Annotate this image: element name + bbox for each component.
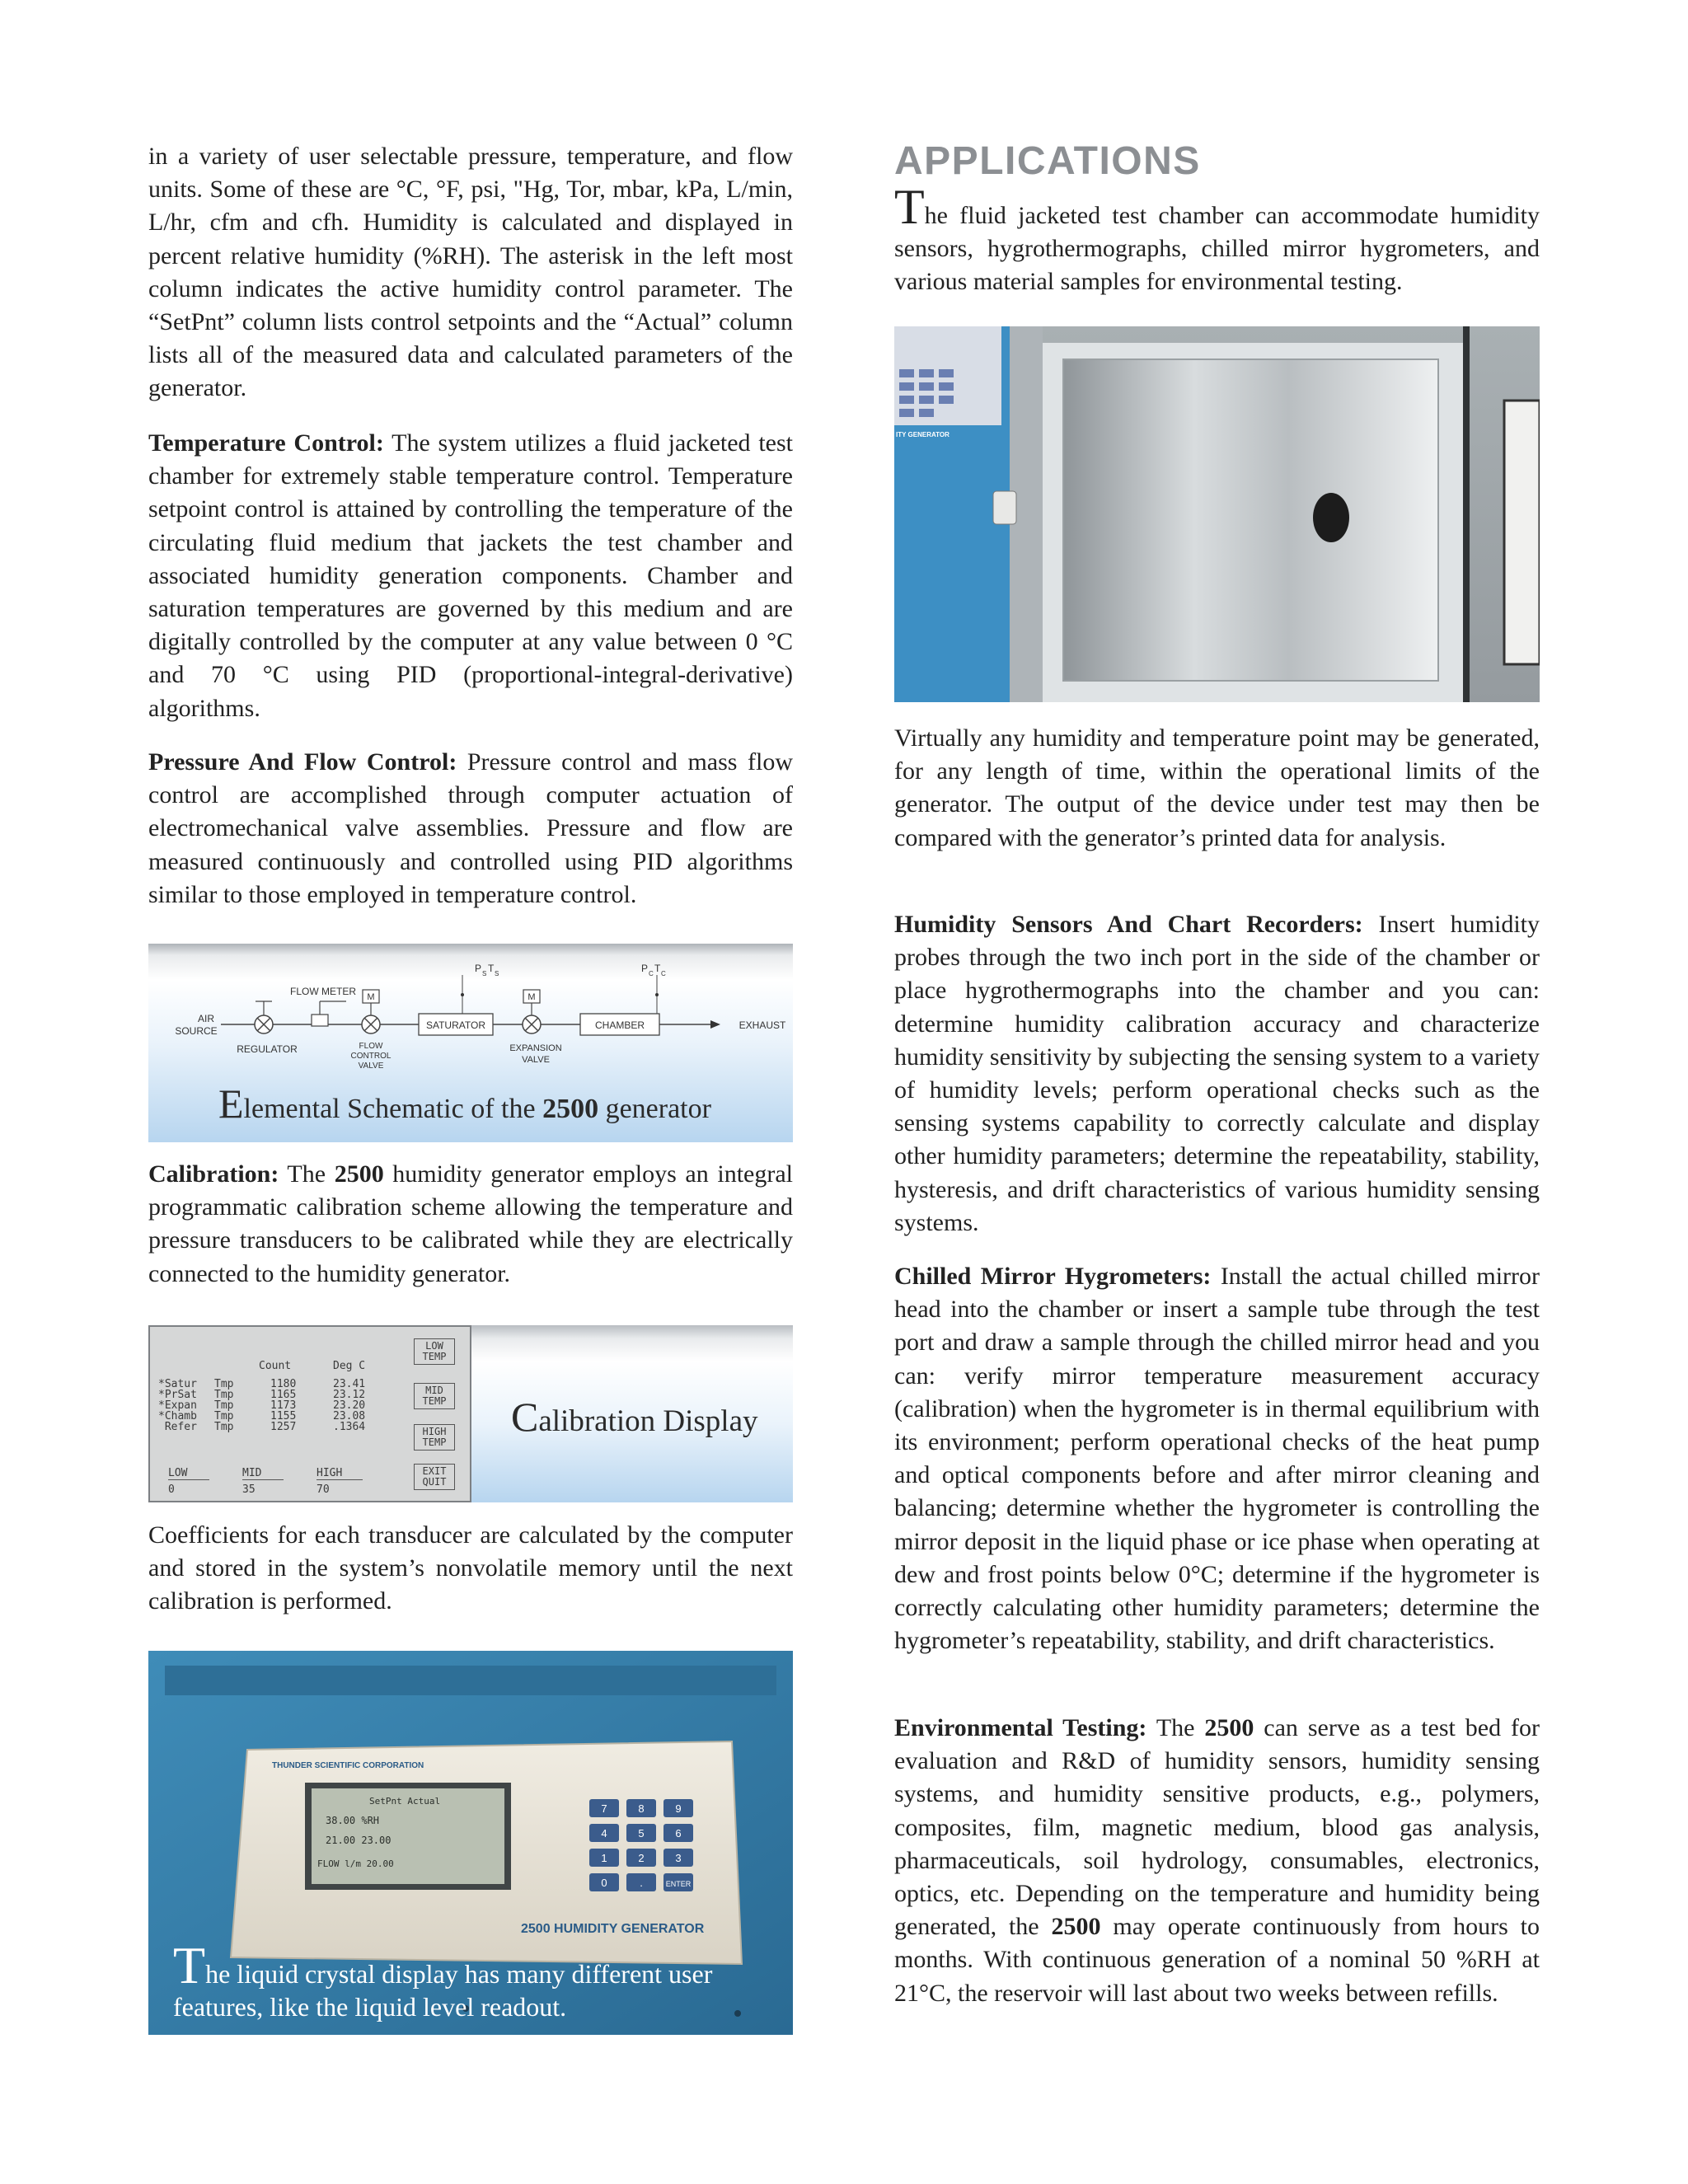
key-0: 0 — [601, 1877, 607, 1889]
key-dot: . — [640, 1877, 643, 1889]
control-panel-photo — [148, 1651, 793, 2035]
motor-label-2: M — [528, 992, 536, 1002]
ps-label: P — [475, 963, 482, 974]
control-label: CONTROL — [350, 1052, 392, 1061]
pressure-flow-paragraph — [148, 746, 793, 912]
cal-row-type-1: Tmp — [214, 1389, 234, 1401]
cal-row-deg-4: .1364 — [333, 1421, 366, 1433]
chamber-label: CHAMBER — [594, 1019, 645, 1031]
expansion-label: EXPANSION — [509, 1043, 562, 1053]
count-header: Count — [259, 1360, 292, 1372]
cal-row-deg-2: 23.20 — [333, 1399, 366, 1412]
pc-label: P — [641, 963, 649, 974]
panel-caption-rest: he liquid crystal display has many different user features, like the liquid level readout. — [173, 1959, 713, 2022]
temperature-control-heading: Temperature Control: — [148, 429, 384, 457]
cal-row-count-1: 1165 — [270, 1389, 297, 1401]
calibration-text-a: The — [279, 1160, 335, 1188]
high-temp-button[interactable]: HIGH TEMP — [414, 1424, 455, 1451]
high-label: HIGH — [316, 1467, 363, 1480]
temperature-control-text: The system utilizes a fluid jacketed test chamber for extremely stable temperature control. Temperature setpoint control is attained by controlling the temperature of the circulating fluid medium that jackets the test chamber and associated humidity generation components. Chamber and saturation temperatures are governed by this medium and are digitally controlled by the computer at any value between 0 °C and 70 °C using PID (proportional-integral-derivative) algorithms. — [148, 429, 793, 722]
key-3: 3 — [675, 1852, 682, 1864]
humidity-sensors-text: Insert humidity probes through the two inch port in the side of the chamber or place hygrothermographs into the chamber and you can: determine humidity calibration accuracy and characterize humidity sensitivity by subjecting the sensing system to a variety of humidity levels; perform operational checks such as the sensing systems capability to correctly calculate and display other humidity parameters; determine the repeatability, stability, hysteresis, and drift characteristics of various humidity sensing systems. — [894, 911, 1540, 1236]
calibration-heading: Calibration: — [148, 1160, 279, 1188]
applications-heading: APPLICATIONS — [894, 139, 1201, 183]
key-5: 5 — [638, 1827, 645, 1840]
schematic-caption-end: generator — [598, 1094, 711, 1124]
high-value: 70 — [316, 1483, 330, 1496]
panel-model-label: 2500 HUMIDITY GENERATOR — [521, 1922, 705, 1936]
deg-header: Deg C — [333, 1360, 366, 1372]
humidity-sensors-paragraph — [894, 908, 1540, 1240]
calibration-paragraph — [148, 1158, 793, 1291]
exit-quit-button[interactable]: EXIT QUIT — [414, 1464, 455, 1490]
cal-row-type-0: Tmp — [214, 1378, 234, 1390]
key-enter: ENTER — [665, 1880, 692, 1888]
calibration-display-figure — [148, 1325, 793, 1502]
chilled-mirror-heading: Chilled Mirror Hygrometers: — [894, 1263, 1212, 1290]
calibration-model: 2500 — [334, 1160, 384, 1188]
environmental-testing-text-b: can serve as a test bed for evaluation and R&D of humidity sensors, humidity sensing systems, and humidity sensitive products, e.g., polymers, composites, film, magnetic medium, blood gas analysis, pharmaceuticals, soil hydrology, consumables, electronics, optics, etc. Depending on the temperature and humidity being generated, the — [894, 1714, 1540, 1941]
panel-caption-initial: T — [173, 1936, 206, 1994]
test-chamber-photo — [894, 326, 1540, 702]
chilled-mirror-text: Install the actual chilled mirror head into the chamber or insert a sample tube through the test port and draw a sample through the chilled mirror head and you can: verify mirror temperature measurement accuracy (calibration) when the hygrometer is in thermal equilibrium with its environment; perform operational checks of the heat pump and optical components before and after mirror cleaning and balancing; determine whether the hygrometer is controlling the mirror deposit in the liquid phase or ice phase when operating at dew and frost points below 0°C; determine if the hygrometer is correctly calculating other humidity parameters; determine the hygrometer’s repeatability, stability, and drift characteristics. — [894, 1263, 1540, 1655]
panel-lcd-line-1: 38.00 %RH — [326, 1815, 380, 1826]
chamber-port-hole — [1313, 493, 1349, 542]
panel-lcd-line-0: SetPnt Actual — [369, 1796, 441, 1807]
mid-temp-button[interactable]: MID TEMP — [414, 1383, 455, 1409]
cal-row-name-4: Refer — [158, 1421, 197, 1433]
applications-intro-initial: T — [894, 180, 925, 234]
source-label: SOURCE — [175, 1025, 218, 1037]
key-2: 2 — [638, 1852, 645, 1864]
cal-row-deg-1: 23.12 — [333, 1389, 366, 1401]
calibration-title-rest: alibration Display — [538, 1404, 758, 1438]
saturator-label: SATURATOR — [425, 1019, 486, 1031]
cal-row-deg-0: 23.41 — [333, 1378, 366, 1390]
tc-label: T — [654, 963, 661, 974]
applications-intro — [894, 180, 1540, 299]
virtually-paragraph: Virtually any humidity and temperature point may be generated, for any length of time, within the operational limits of the generator. The output of the device under test may then be compared with the generator’s printed data for analysis. — [894, 724, 1540, 851]
valve-label: VALVE — [358, 1062, 384, 1071]
regulator-label: REGULATOR — [237, 1043, 298, 1055]
low-label: LOW — [168, 1467, 209, 1480]
cal-row-count-3: 1155 — [270, 1410, 297, 1422]
panel-photo-caption — [173, 1936, 783, 2023]
cal-row-deg-3: 23.08 — [333, 1410, 366, 1422]
key-4: 4 — [601, 1827, 607, 1840]
pressure-flow-heading: Pressure And Flow Control: — [148, 748, 457, 776]
mid-label: MID — [242, 1467, 284, 1480]
schematic-caption — [218, 1080, 711, 1127]
ts-label: T — [488, 963, 495, 974]
cal-row-name-1: *PrSat — [158, 1389, 197, 1401]
elemental-schematic-figure — [148, 944, 793, 1142]
key-1: 1 — [601, 1852, 607, 1864]
humidity-sensors-heading: Humidity Sensors And Chart Recorders: — [894, 911, 1363, 938]
environmental-testing-paragraph — [894, 1712, 1540, 2010]
chamber-photo-label: ITY GENERATOR — [896, 431, 950, 438]
cal-row-name-0: *Satur — [158, 1378, 197, 1390]
cal-row-name-3: *Chamb — [158, 1410, 197, 1422]
coefficients-paragraph: Coefficients for each transducer are calculated by the computer and stored in the system’s nonvolatile memory until the next calibration is performed. — [148, 1521, 793, 1615]
temperature-control-paragraph — [148, 427, 793, 725]
ts-sub: S — [495, 970, 499, 977]
door-latch-icon — [993, 491, 1016, 524]
panel-lcd-line-3: FLOW l/m 20.00 — [317, 1858, 394, 1869]
low-temp-button[interactable]: LOW TEMP — [414, 1338, 455, 1365]
air-label: AIR — [197, 1013, 215, 1024]
flow-meter-icon — [312, 1015, 328, 1026]
pc-sub: C — [649, 970, 654, 977]
cal-row-name-2: *Expan — [158, 1399, 197, 1412]
schematic-caption-rest: lemental Schematic of the — [243, 1094, 543, 1124]
tc-sub: C — [661, 970, 666, 977]
exhaust-arrow-icon — [710, 1020, 720, 1029]
flow-meter-label: FLOW METER — [290, 986, 356, 997]
exhaust-label: EXHAUST — [738, 1019, 786, 1031]
calibration-title-initial: C — [511, 1394, 539, 1440]
calibration-lcd-screen — [148, 1325, 471, 1502]
key-9: 9 — [675, 1802, 682, 1815]
ps-sub: S — [482, 970, 487, 977]
cal-row-count-2: 1173 — [270, 1399, 297, 1412]
schematic-caption-model: 2500 — [542, 1094, 599, 1124]
key-8: 8 — [638, 1802, 645, 1815]
key-6: 6 — [675, 1827, 682, 1840]
low-value: 0 — [168, 1483, 175, 1496]
mid-value: 35 — [242, 1483, 256, 1496]
key-7: 7 — [601, 1802, 607, 1815]
chilled-mirror-paragraph — [894, 1260, 1540, 1657]
panel-lcd-line-2: 21.00 23.00 — [326, 1835, 392, 1846]
environmental-testing-model-2: 2500 — [1051, 1913, 1101, 1941]
environmental-testing-text-a: The — [1146, 1714, 1205, 1741]
test-chamber-illustration — [894, 326, 1540, 702]
cal-row-type-3: Tmp — [214, 1410, 234, 1422]
cal-row-count-4: 1257 — [270, 1421, 297, 1433]
environmental-testing-model: 2500 — [1204, 1714, 1254, 1741]
expansion-valve-label: VALVE — [522, 1055, 550, 1065]
environmental-testing-text-c: may operate continuously from hours to months. With continuous generation of a nominal 50 %RH at 21°C, the reservoir will last about two weeks between refills. — [894, 1913, 1540, 2007]
schematic-caption-initial: E — [218, 1080, 244, 1127]
intro-units-paragraph: in a variety of user selectable pressure, temperature, and flow units. Some of these are °C, °F, psi, "Hg, Tor, mbar, kPa, L/min, L/hr, cfm and cfh. Humidity is calculated and displayed in percent relative humidity (%RH). The asterisk in the left most column indicates the active humidity control parameter. The “SetPnt” column lists control setpoints and the “Actual” column lists all of the measured data and calculated parameters of the generator. — [148, 143, 793, 402]
panel-brand: THUNDER SCIENTIFIC CORPORATION — [272, 1761, 424, 1770]
pressure-flow-text: Pressure control and mass flow control are accomplished through computer actuation of electromechanical valve assemblies. Pressure and flow are measured continuously and controlled using PID algorithms similar to those employed in temperature control. — [148, 748, 793, 908]
flow-label: FLOW — [359, 1042, 383, 1051]
calibration-display-title — [511, 1393, 758, 1441]
environmental-testing-heading: Environmental Testing: — [894, 1714, 1147, 1741]
cal-row-type-2: Tmp — [214, 1399, 234, 1412]
applications-intro-rest: he fluid jacketed test chamber can accommodate humidity sensors, hygrothermographs, chilled mirror hygrometers, and various material samples for environmental testing. — [894, 202, 1540, 296]
calibration-text-b: humidity generator employs an integral programmatic calibration scheme allowing the temperature and pressure transducers to be calibrated while they are electrically connected to the humidity generator. — [148, 1160, 793, 1287]
motor-label: M — [367, 992, 375, 1002]
cal-row-count-0: 1180 — [270, 1378, 297, 1390]
cal-row-type-4: Tmp — [214, 1421, 234, 1433]
chamber-interior — [1063, 359, 1438, 681]
